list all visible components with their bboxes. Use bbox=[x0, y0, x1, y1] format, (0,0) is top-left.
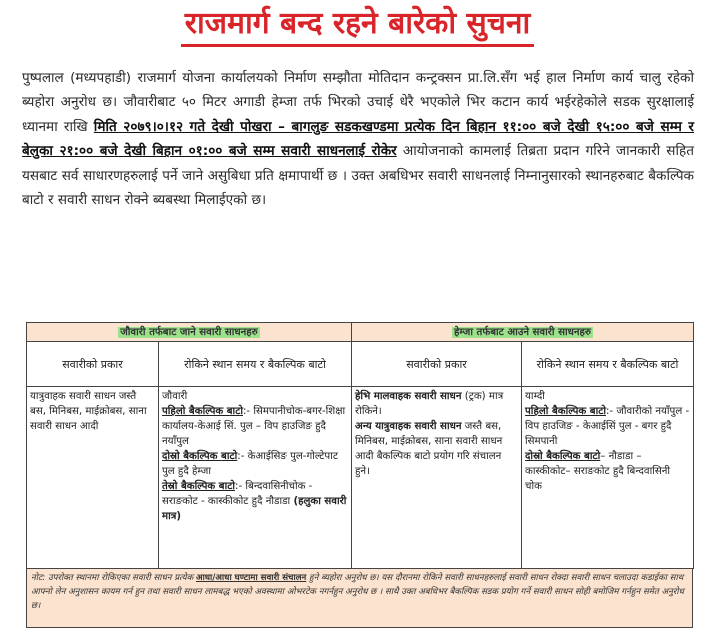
c4-route1 bbox=[525, 404, 690, 449]
c2-place: जौवारी bbox=[162, 391, 188, 402]
cell-vehicle-type-1: यात्रुवाहक सवारी साधन जस्तै बस, मिनिबस, माईक्रोबस, साना सवारी साधन आदी bbox=[27, 387, 159, 569]
c2-route1 bbox=[162, 404, 348, 449]
col-stop-place-1: रोकिने स्थान समय र बैकल्पिक बाटो bbox=[159, 342, 352, 387]
route-table bbox=[26, 322, 693, 628]
header-right: हेम्जा तर्फबाट आउने सवारी साधनहरु bbox=[454, 326, 592, 338]
c4-route1-label: पहिलो बैकल्पिक बाटो bbox=[525, 406, 606, 417]
header-right-cell bbox=[352, 323, 694, 342]
c3-other-label: अन्य यात्रुवाहक सवारी साधन bbox=[355, 421, 462, 432]
c4-route2-text: – नौडाडा – कास्कीकोट– सराङकोट हुदै बिन्दवासिनी चोक bbox=[525, 451, 671, 492]
c2-route2 bbox=[162, 449, 348, 479]
title-wrap bbox=[0, 4, 715, 47]
table-row bbox=[27, 387, 694, 569]
c3-other bbox=[355, 419, 518, 479]
note-bold: आधा/आधा घण्टामा सवारी संचालन bbox=[195, 573, 307, 583]
paragraph-bold: मिति २०७९।०।१२ गते देखी पोखरा – बागलुङ सडकखण्डमा प्रत्येक दिन बिहान ११:०० बजे देखी १५:०० बजे सम्म र बेलुका २१:०० बजे देखी बिहान ०१:०० बजे सम्म सवारी साधनलाई रोकेर bbox=[22, 118, 694, 160]
notice-paragraph bbox=[22, 66, 694, 212]
c4-route2 bbox=[525, 449, 690, 494]
c2-route1-label: पहिलो बैकल्पिक बाटो bbox=[162, 406, 243, 417]
c3-heavy-label: हेभि मालवाहक सवारी साधन bbox=[355, 391, 462, 402]
c3-other-text: जस्तै बस, मिनिबस, माईक्रोबस, साना सवारी साधन आदी बैकल्पिक बाटो प्रयोग गरि संचालन हुने। bbox=[355, 421, 503, 477]
paragraph-part2: आयोजनाको कामलाई तिब्रता प्रदान गरिने जानकारी सहित यसबाट सर्व साधारणहरुलाई पर्ने जाने असुबिधा प्रति क्षमापार्थी छ । उक्त अबधिभर सवारी साधनलाई निम्नानुसारको स्थानहरुबाट बैकल्पिक बाटो र सवारी साधन रोक्ने ब्यबस्था मिलाईएको छ। bbox=[22, 143, 694, 209]
cell-routes-1 bbox=[159, 387, 352, 569]
c3-heavy-text: (ट्रक) मात्र रोकिने। bbox=[355, 391, 504, 417]
column-header-row bbox=[27, 342, 694, 387]
cell-routes-2 bbox=[522, 387, 694, 569]
c3-heavy bbox=[355, 389, 518, 419]
note-part-b: हुने ब्यहोरा अनुरोध छ। यस दौरानमा रोकिने सवारी साधनहरुलाई सवारी साधन रोक्दा सवारी साधन चलाउदा कडाईका साथ आफ्नो लेन अनुशासन कायम गर्न हुन तथा सवारी साधन लामबद्ध भएको अवस्थामा ओभरटेक नगर्नहुन अनुरोध छ । साथै उक्त अबधिभर बैकल्पिक सडक प्रयोग गर्ने सवारी साधन सोही बमोजिम गर्नहुन समेत अनुरोध छ। bbox=[31, 573, 684, 611]
notice-title: राजमार्ग बन्द रहने बारेको सुचना bbox=[181, 4, 535, 47]
header-left: जौवारी तर्फबाट जाने सवारी साधनहरु bbox=[120, 326, 258, 338]
col-stop-place-2: रोकिने स्थान समय र बैकल्पिक बाटो bbox=[522, 342, 694, 387]
cell-vehicle-type-2 bbox=[352, 387, 522, 569]
c2-route3-tail: (हलुका सवारी मात्र) bbox=[162, 496, 347, 522]
col-vehicle-type-2: सवारीको प्रकार bbox=[352, 342, 522, 387]
c4-route2-label: दोस्रो बैकल्पिक बाटो bbox=[525, 451, 601, 462]
paragraph-part1: पुष्पलाल (मध्यपहाडी) राजमार्ग योजना कार्यालयको निर्माण सम्झौता मोतिदान कन्ट्रक्सन प्रा.लि.सँग भई हाल निर्माण कार्य चालु रहेको ब्यहोरा अनुरोध छ। जौवारीबाट ५० मिटर अगाडी हेम्जा तर्फ भिरको उचाई धेरै भएकोले भिर कटान कार्य भईरहेकोले सडक सुरक्षालाई ध्यानमा राखि bbox=[22, 70, 694, 135]
c4-route1-text: :- जौवारीको नयाँपुल - विप हाउजिङ - केआईसिं पुल - बगर हुदै सिमपानी bbox=[525, 406, 690, 447]
c2-route2-text: :- केआईसिङ पुल-गोल्टेपाट पुल हुदै हेम्जा bbox=[162, 451, 338, 477]
c2-route3 bbox=[162, 479, 348, 524]
note-part-a: नोट: उपरोक्त स्थानमा रोकिएका सवारी साधन प्रत्येक bbox=[31, 573, 196, 583]
header-left-cell bbox=[27, 323, 352, 342]
route-table-grid bbox=[26, 322, 694, 569]
c2-route3-text: :- बिन्दवासिनीचोक - सराङकोट - कास्कीकोट हुदै नौडाडा bbox=[162, 481, 313, 507]
c2-route3-label: तेस्रो बैकल्पिक बाटो bbox=[162, 481, 236, 492]
table-header-row bbox=[27, 323, 694, 342]
c2-route1-text: :- सिमपानीचोक-बगर-शिक्षा कार्यालय-केआई सिं. पुल – विप हाउजिङ हुदै नयाँपुल bbox=[162, 406, 346, 447]
table-note bbox=[26, 569, 693, 628]
c2-route2-label: दोस्रो बैकल्पिक बाटो bbox=[162, 451, 238, 462]
c4-place: याम्दी bbox=[525, 391, 545, 402]
col-vehicle-type-1: सवारीको प्रकार bbox=[27, 342, 159, 387]
